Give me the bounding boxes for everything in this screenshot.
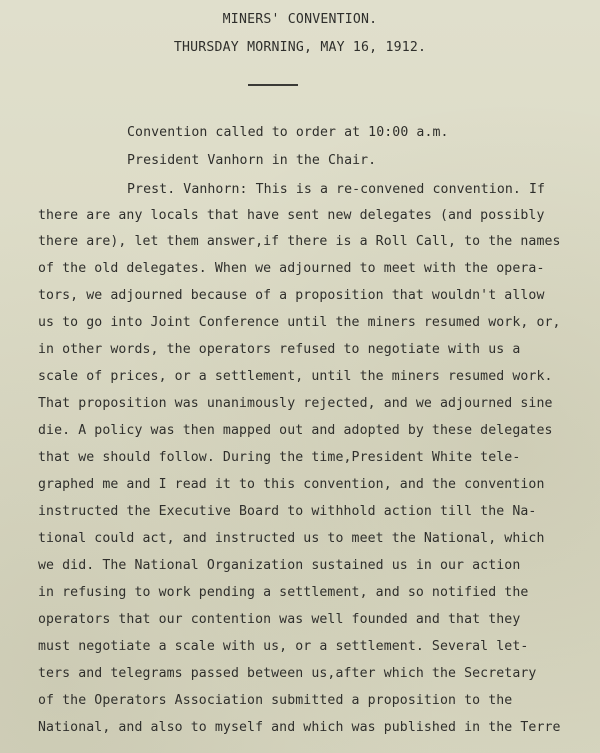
text-line: tors, we adjourned because of a proposition that wouldn't allow bbox=[38, 288, 545, 303]
text-line: die. A policy was then mapped out and adopted by these delegates bbox=[38, 423, 553, 438]
text-line: ters and telegrams passed between us,after which the Secretary bbox=[38, 666, 537, 681]
text-line: must negotiate a scale with us, or a settlement. Several let- bbox=[38, 639, 529, 654]
text-line: in refusing to work pending a settlement, and so notified the bbox=[38, 585, 529, 600]
text-line: there are), let them answer,if there is a Roll Call, to the names bbox=[38, 234, 561, 249]
text-line: there are any locals that have sent new delegates (and possibly bbox=[38, 208, 545, 223]
text-line: Prest. Vanhorn: This is a re-convened convention. If bbox=[127, 182, 546, 197]
text-line: That proposition was unanimously rejected, and we adjourned sine bbox=[38, 396, 553, 411]
text-line: of the Operators Association submitted a proposition to the bbox=[38, 693, 513, 708]
text-line: instructed the Executive Board to withhold action till the Na- bbox=[38, 504, 537, 519]
text-line: President Vanhorn in the Chair. bbox=[127, 153, 377, 168]
text-line: scale of prices, or a settlement, until the miners resumed work. bbox=[38, 369, 553, 384]
text-line: in other words, the operators refused to negotiate with us a bbox=[38, 342, 521, 357]
text-line: National, and also to myself and which was published in the Terre bbox=[38, 720, 561, 735]
text-line: us to go into Joint Conference until the miners resumed work, or, bbox=[38, 315, 561, 330]
document-heading: MINERS' CONVENTION. bbox=[222, 12, 378, 27]
text-line: graphed me and I read it to this convention, and the convention bbox=[38, 477, 545, 492]
document-subheading: THURSDAY MORNING, MAY 16, 1912. bbox=[173, 40, 427, 55]
heading-divider bbox=[248, 84, 298, 86]
text-line: that we should follow. During the time,President White tele- bbox=[38, 450, 521, 465]
text-line: of the old delegates. When we adjourned to meet with the opera- bbox=[38, 261, 545, 276]
text-line: operators that our contention was well founded and that they bbox=[38, 612, 521, 627]
text-line: Convention called to order at 10:00 a.m. bbox=[127, 125, 449, 140]
text-line: we did. The National Organization sustained us in our action bbox=[38, 558, 521, 573]
text-line: tional could act, and instructed us to meet the National, which bbox=[38, 531, 545, 546]
